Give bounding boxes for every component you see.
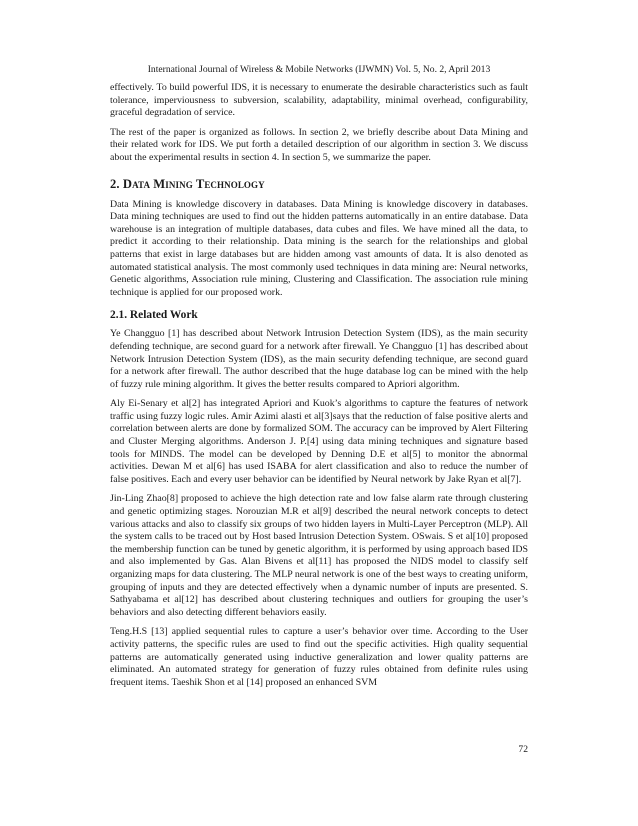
- section-heading: 2. Data Mining Technology: [110, 176, 265, 191]
- running-header: International Journal of Wireless & Mobile Networks (IJWMN) Vol. 5, No. 2, April 2013: [147, 64, 491, 75]
- page-number: 72: [518, 744, 528, 755]
- related-work-paragraph: Aly Ei-Senary et al[2] has integrated Apriori and Kuok’s algorithms to capture the features of network traffic using fuzzy logic rules. Amir Azimi alasti et al[3]says that the reduction of false positive alerts and correlation between alerts are done by formalized SOM. The accuracy can be improved by Alert Filtering and Cluster Merging algorithms. Anderson J. P.[4] using data mining techniques and signature based tools for MINDS. The model can be developed by Denning D.E et al[5] to monitor the abnormal activities. Dewan M et al[6] has used ISABA for alert classification and also to reduce the number of false positives. Each and every user behavior can be identified by Neural network by Jake Ryan et al[7].: [110, 398, 528, 485]
- page-body: [110, 82, 528, 696]
- intro-paragraph: effectively. To build powerful IDS, it is necessary to enumerate the desirable characteristics such as fault tolerance, imperviousness to subversion, scalability, adaptability, minimal overhead, configurability, graceful degradation of service.: [110, 82, 528, 119]
- subsection-heading: 2.1. Related Work: [110, 309, 198, 322]
- related-work-paragraph: Ye Changguo [1] has described about Network Intrusion Detection System (IDS), as the main security defending technique, are second guard for a network after firewall. Ye Changguo [1] has described about Network Intrusion Detection System (IDS), as the main security defending technique, are second guard for a network after firewall. The author described that the huge database log can be mined with the help of fuzzy rule mining algorithm. It gives the better results compared to Apriori algorithm.: [110, 328, 528, 390]
- related-work-paragraph: Teng.H.S [13] applied sequential rules to capture a user’s behavior over time. According to the User activity patterns, the specific rules are used to find out the specific activities. High quality sequential patterns are automatically generated using inductive generalization and lower quality patterns are eliminated. An automated strategy for generation of fuzzy rules obtained from definite rules using frequent items. Taeshik Shon et al [14] proposed an enhanced SVM: [110, 626, 528, 688]
- intro-paragraph: The rest of the paper is organized as follows. In section 2, we briefly describe about Data Mining and their related work for IDS. We put forth a detailed description of our algorithm in section 3. We discuss about the experimental results in section 4. In section 5, we summarize the paper.: [110, 126, 528, 163]
- section-paragraph: Data Mining is knowledge discovery in databases. Data Mining is knowledge discovery in databases. Data mining techniques are used to find out the hidden patterns automatically in an entire database. Data warehouse is an integration of multiple databases, data cubes and files. We have mined all the data, to predict it according to their relationship. Data mining is the search for the relationships and global patterns that exist in large databases but are hidden among vast amounts of data. It is also denoted as automated statistical analysis. The most commonly used techniques in data mining are: Neural networks, Genetic algorithms, Association rule mining, Clustering and Classification. The association rule mining technique is applied for our proposed work.: [110, 198, 528, 298]
- related-work-paragraph: Jin-Ling Zhao[8] proposed to achieve the high detection rate and low false alarm rate through clustering and genetic optimizing stages. Norouzian M.R et al[9] described the neural network concepts to detect various attacks and also to classify six groups of two hidden layers in Multi-Layer Perceptron (MLP). All the system calls to be traced out by Host based Intrusion Detection System. OSwais. S et al[10] proposed the membership function can be tuned by genetic algorithm, it is performed by using approach based IDS and also implemented by Gas. Alan Bivens et al[11] has proposed the NIDS model to classify self organizing maps for data clustering. The MLP neural network is one of the best ways to creating uniform, grouping of inputs and they are detected effectively when a dynamic number of inputs are presented. S. Sathyabama et al[12] has described about clustering techniques and outliers for grouping the user’s behaviors and also detecting different behaviors easily.: [110, 493, 528, 618]
